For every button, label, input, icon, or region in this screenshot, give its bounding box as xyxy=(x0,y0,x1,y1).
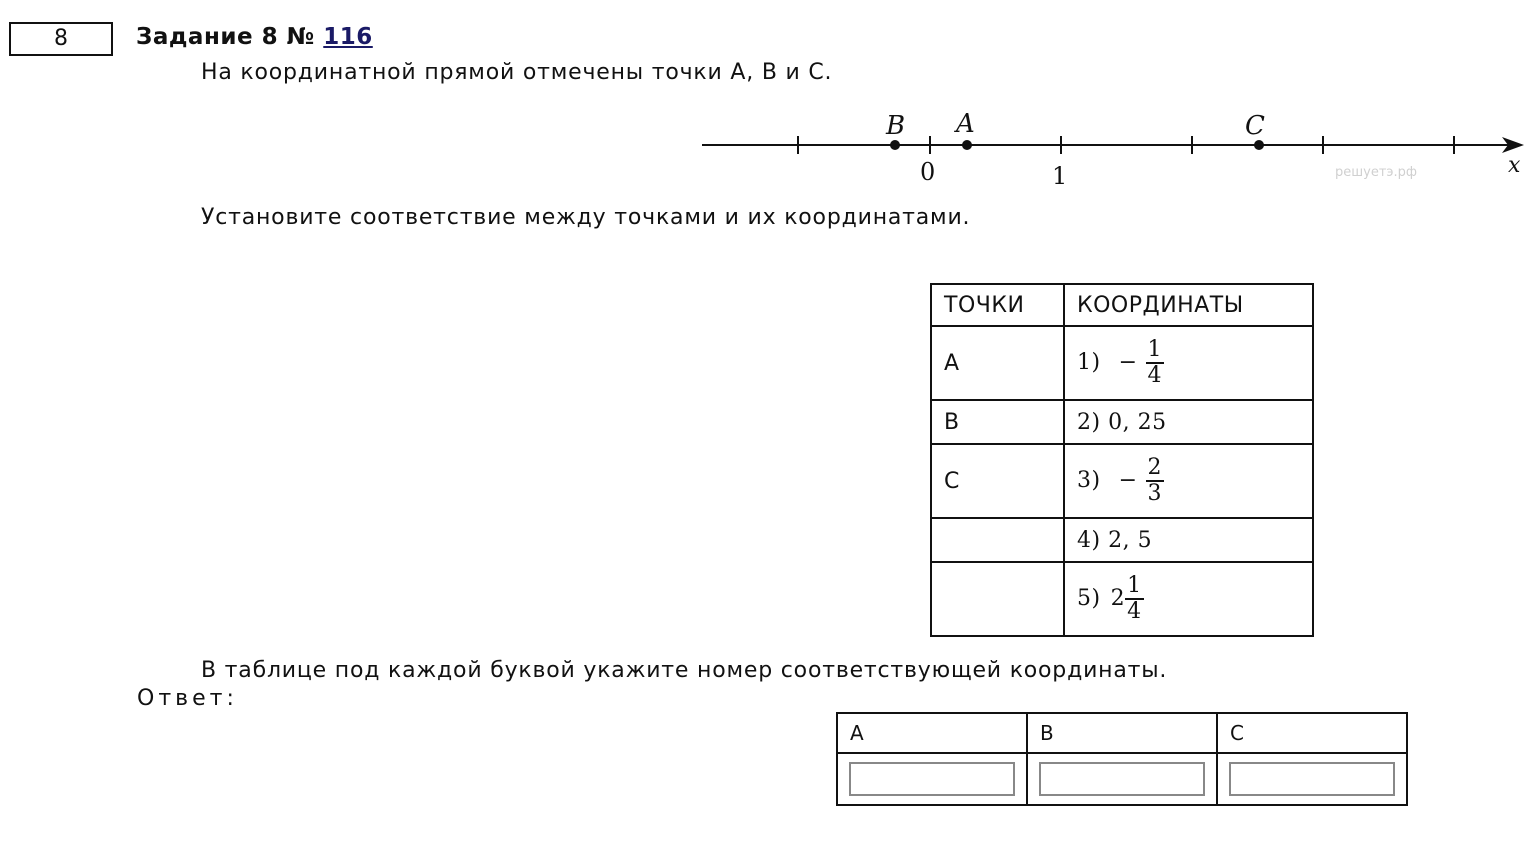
whole-part: 2 xyxy=(1110,586,1126,611)
task-instruction-2: В таблице под каждой буквой укажите номер соответствующей координаты. xyxy=(201,658,1168,683)
table-row xyxy=(931,400,1313,444)
minus-sign: − xyxy=(1118,350,1138,375)
point-a-marker xyxy=(962,140,972,150)
option-index: 3) xyxy=(1077,468,1101,493)
option-value: 0, 25 xyxy=(1108,409,1167,435)
answer-cell xyxy=(1217,753,1407,805)
option-index: 1) xyxy=(1077,350,1101,375)
task-title xyxy=(136,24,373,50)
table-row xyxy=(931,562,1313,636)
point-b-label: B xyxy=(886,111,906,141)
numerator: 1 xyxy=(1125,574,1144,600)
answer-label: Ответ: xyxy=(137,686,238,711)
answer-header-row xyxy=(837,713,1407,753)
answer-cell xyxy=(837,753,1027,805)
answer-input-b[interactable] xyxy=(1039,762,1205,796)
answer-input-row xyxy=(837,753,1407,805)
coordinate-option-2 xyxy=(1064,400,1313,444)
tick-label-one: 1 xyxy=(1052,162,1068,188)
axis-label-x: x xyxy=(1508,153,1521,178)
table-header-row xyxy=(931,284,1313,326)
answer-letter-b: B xyxy=(1027,713,1217,753)
option-index: 2) xyxy=(1077,409,1101,435)
denominator: 4 xyxy=(1127,599,1142,624)
point-cell-empty xyxy=(931,562,1064,636)
task-intro: На координатной прямой отмечены точки A, B и C. xyxy=(201,60,833,85)
task-id-link[interactable]: 116 xyxy=(323,24,373,50)
fraction xyxy=(1125,574,1144,624)
answer-letter-a: A xyxy=(837,713,1027,753)
number-line-figure xyxy=(690,104,1526,188)
coordinate-option-5 xyxy=(1064,562,1313,636)
fraction xyxy=(1146,456,1165,506)
point-cell: C xyxy=(931,444,1064,518)
numerator: 2 xyxy=(1146,456,1165,482)
point-cell: A xyxy=(931,326,1064,400)
task-instruction: Установите соответствие между точками и их координатами. xyxy=(201,205,971,230)
answer-input-a[interactable] xyxy=(849,762,1015,796)
task-title-prefix: Задание 8 № xyxy=(136,24,324,50)
point-cell: B xyxy=(931,400,1064,444)
matching-table xyxy=(930,283,1314,637)
denominator: 4 xyxy=(1147,363,1163,388)
option-index: 4) xyxy=(1077,527,1101,553)
fraction xyxy=(1146,338,1165,388)
answer-table xyxy=(836,712,1408,806)
point-b-marker xyxy=(890,140,900,150)
option-value: 2, 5 xyxy=(1108,527,1153,553)
point-c-label: C xyxy=(1245,111,1265,141)
answer-input-c[interactable] xyxy=(1229,762,1395,796)
coordinate-option-1 xyxy=(1064,326,1313,400)
denominator: 3 xyxy=(1147,481,1163,506)
table-row xyxy=(931,326,1313,400)
table-row xyxy=(931,444,1313,518)
option-index: 5) xyxy=(1077,586,1101,611)
tick-label-zero: 0 xyxy=(920,158,936,186)
point-cell-empty xyxy=(931,518,1064,562)
task-number: 8 xyxy=(54,26,68,51)
point-a-label: A xyxy=(956,109,975,139)
point-c-marker xyxy=(1254,140,1264,150)
minus-sign: − xyxy=(1118,468,1138,493)
answer-cell xyxy=(1027,753,1217,805)
coordinate-option-4 xyxy=(1064,518,1313,562)
header-points: ТОЧКИ xyxy=(931,284,1064,326)
header-coordinates: КООРДИНАТЫ xyxy=(1064,284,1313,326)
numerator: 1 xyxy=(1146,338,1165,364)
task-number-box xyxy=(9,22,113,56)
table-row xyxy=(931,518,1313,562)
watermark: решуетэ.рф xyxy=(1335,165,1418,180)
coordinate-option-3 xyxy=(1064,444,1313,518)
answer-letter-c: C xyxy=(1217,713,1407,753)
